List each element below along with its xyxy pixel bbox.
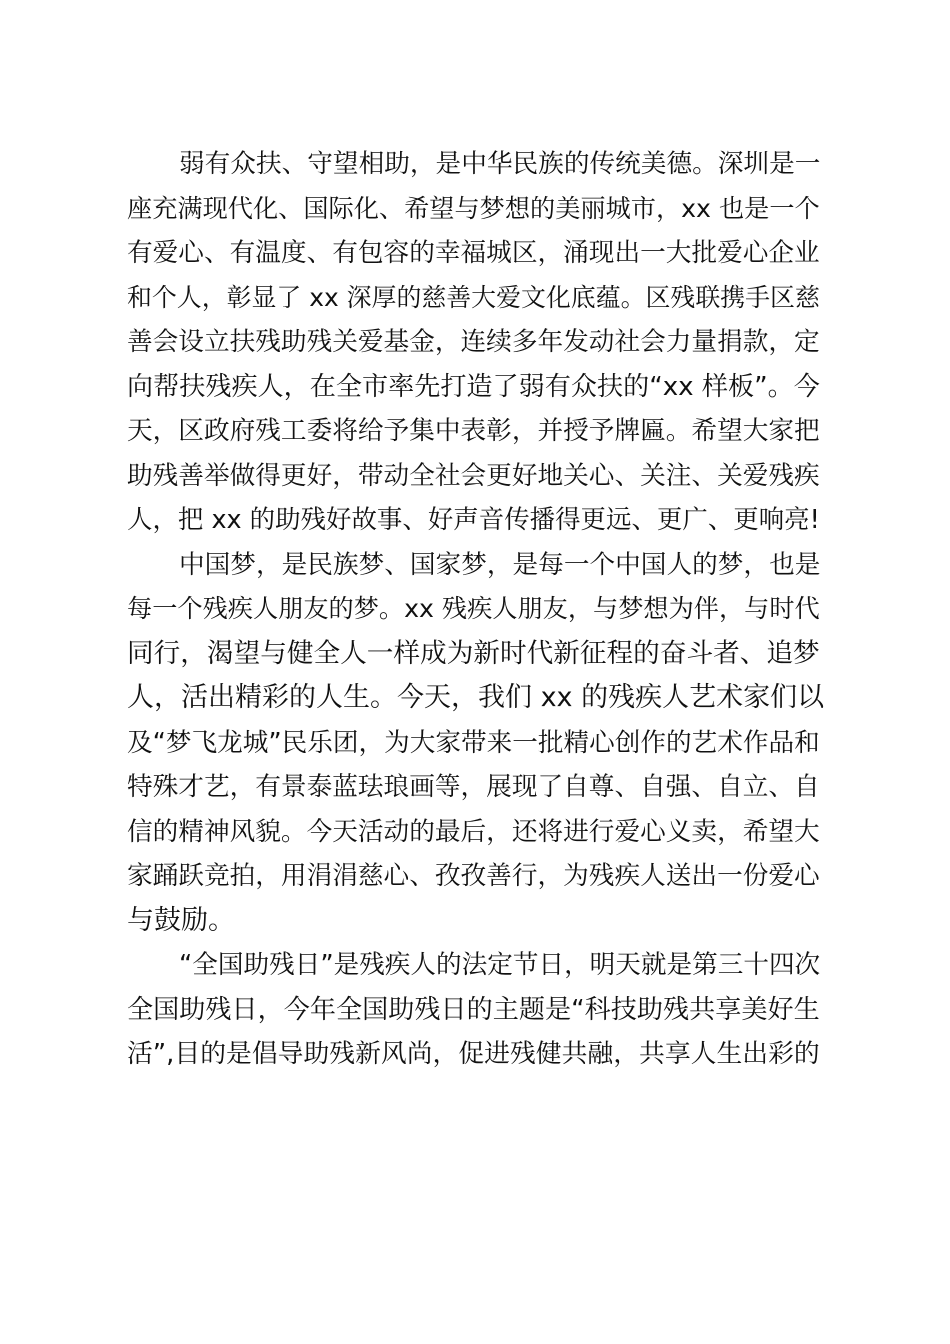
paragraph-1-line-4: 和个人，彰显了 xx 深厚的慈善大爱文化底蕴。区残联携手区慈 bbox=[127, 282, 820, 312]
paragraph-1-line-6: 向帮扶残疾人，在全市率先打造了弱有众扶的“xx 样板”。今 bbox=[127, 371, 820, 402]
paragraph-2-line-4: 人，活出精彩的人生。今天，我们 xx 的残疾人艺术家们以 bbox=[127, 682, 825, 713]
paragraph-2-line-9: 与鼓励。 bbox=[127, 904, 235, 936]
paragraph-1-line-3: 有爱心、有温度、有包容的幸福城区，涌现出一大批爱心企业 bbox=[127, 238, 820, 268]
paragraph-2-line-8: 家踊跃竞拍，用涓涓慈心、孜孜善行，为残疾人送出一份爱心 bbox=[127, 861, 820, 891]
paragraph-3-line-2: 全国助残日，今年全国助残日的主题是“科技助残共享美好生 bbox=[127, 994, 820, 1025]
paragraph-1-line-2: 座充满现代化、国际化、希望与梦想的美丽城市，xx 也是一个 bbox=[127, 193, 820, 223]
paragraph-2-line-1: 中国梦，是民族梦、国家梦，是每一个中国人的梦，也是 bbox=[179, 549, 821, 580]
paragraph-1-line-8: 助残善举做得更好，带动全社会更好地关心、关注、关爱残疾 bbox=[127, 460, 820, 491]
paragraph-2-line-2: 每一个残疾人朋友的梦。xx 残疾人朋友，与梦想为伴，与时代 bbox=[127, 594, 820, 623]
document-body bbox=[127, 142, 827, 1077]
paragraph-3-line-3: 活”,目的是倡导助残新风尚，促进残健共融，共享人生出彩的 bbox=[127, 1039, 820, 1069]
paragraph-2-line-3: 同行，渴望与健全人一样成为新时代新征程的奋斗者、追梦 bbox=[127, 637, 820, 669]
paragraph-1-line-1: 弱有众扶、守望相助，是中华民族的传统美德。深圳是一 bbox=[179, 149, 821, 179]
paragraph-2-line-7: 信的精神风貌。今天活动的最后，还将进行爱心义卖，希望大 bbox=[127, 816, 820, 847]
paragraph-2-line-5: 及“梦飞龙城”民乐团，为大家带来一批精心创作的艺术作品和 bbox=[127, 727, 820, 758]
paragraph-1-line-7: 天，区政府残工委将给予集中表彰，并授予牌匾。希望大家把 bbox=[127, 416, 820, 446]
paragraph-1-line-9: 人，把 xx 的助残好故事、好声音传播得更远、更广、更响亮! bbox=[127, 505, 820, 535]
paragraph-2-line-6: 特殊才艺，有景泰蓝珐琅画等，展现了自尊、自强、自立、自 bbox=[127, 772, 820, 802]
paragraph-1-line-5: 善会设立扶残助残关爱基金，连续多年发动社会力量捐款，定 bbox=[127, 327, 820, 357]
paragraph-3-line-1: “全国助残日”是残疾人的法定节日，明天就是第三十四次 bbox=[179, 950, 821, 980]
